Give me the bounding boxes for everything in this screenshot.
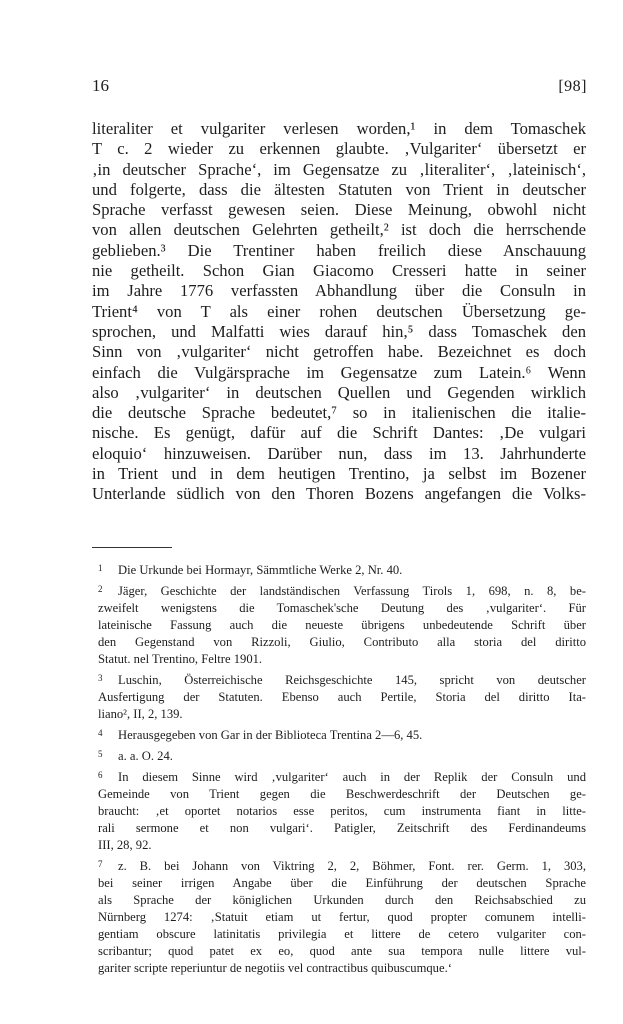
footnote-number: 3 (98, 673, 103, 683)
footnote-line: gariter scripte reperiuntur de negotiis vel contractibus quibuscumque.‘ (98, 961, 452, 975)
footnote-line: Ausfertigung der Statuten. Ebenso auch Pertile, Storia del diritto Ita- (98, 690, 586, 704)
body-line: einfach die Vulgärsprache im Gegensatze zum Latein.⁶ Wenn (92, 362, 586, 382)
body-line: geblieben.³ Die Trentiner haben freilich diese Anschauung (92, 240, 586, 260)
footnote-line: bei seiner irrigen Angabe über die Einführung der deutschen Sprache (98, 876, 586, 890)
footnote (92, 583, 586, 668)
body-line: T c. 2 wieder zu erkennen glaubte. ‚Vulgariter‘ übersetzt er (92, 139, 586, 159)
footnote (92, 769, 586, 854)
body-line: im Jahre 1776 verfassten Abhandlung über die Consuln in (92, 281, 586, 301)
footnote-line: Luschin, Österreichische Reichsgeschichte 145, spricht von deutscher (118, 673, 586, 687)
body-line: in Trient und in dem heutigen Trentino, ja selbst im Bozener (92, 464, 586, 484)
footnote (92, 748, 586, 765)
footnote-line: a. a. O. 24. (118, 749, 173, 763)
footnote-line: als Sprache der königlichen Urkunden durch den Reichsabschied zu (98, 893, 586, 907)
body-line: also ‚vulgariter‘ in deutschen Quellen und Gegenden wirklich (92, 382, 586, 402)
body-line: die deutsche Sprache bedeutet,⁷ so in italienischen die italie- (92, 403, 586, 423)
body-text (92, 119, 586, 505)
page-number: 16 (92, 76, 109, 95)
footnote-line: Gemeinde von Trient gegen die Beschwerdeschrift der Deutschen ge- (98, 787, 586, 801)
footnote (92, 858, 586, 977)
body-line: Sinn von ‚vulgariter‘ nicht getroffen habe. Bezeichnet es doch (92, 342, 586, 362)
footnote-line: den Gegenstand von Rizzoli, Giulio, Contributo alla storia del diritto (98, 635, 586, 649)
body-line: Unterlande südlich von den Thoren Bozens angefangen die Volks- (92, 484, 586, 504)
footnote-number: 4 (98, 728, 103, 738)
body-line: literaliter et vulgariter verlesen worden,¹ in dem Tomaschek (92, 119, 586, 138)
footnote-number: 2 (98, 584, 103, 594)
body-line: von allen deutschen Gelehrten getheilt,² ist doch die herrschende (92, 220, 586, 240)
body-line: eloquio‘ hinzuweisen. Darüber nun, dass im 13. Jahrhunderte (92, 443, 586, 463)
body-line: sprochen, und Malfatti wies darauf hin,⁵ dass Tomaschek den (92, 321, 586, 341)
footnote-line: z. B. bei Johann von Viktring 2, 2, Böhmer, Font. rer. Germ. 1, 303, (118, 859, 586, 873)
body-line: Trient⁴ von T als einer rohen deutschen Übersetzung ge- (92, 301, 586, 321)
footnote-line: In diesem Sinne wird ‚vulgariter‘ auch in der Replik der Consuln und (118, 770, 586, 784)
bracketed-page-number: [98] (558, 78, 587, 95)
footnote-line: Herausgegeben von Gar in der Biblioteca Trentina 2—6, 45. (118, 728, 423, 742)
footnote (92, 672, 586, 723)
body-line: ‚in deutscher Sprache‘, im Gegensatze zu ‚literaliter‘, ‚lateinisch‘, (92, 159, 586, 179)
footnote-line: liano², II, 2, 139. (98, 707, 183, 721)
body-line: Sprache verfasst gewesen seien. Diese Meinung, obwohl nicht (92, 200, 586, 220)
footnote-line: lateinische Fassung auch die neueste übrigens unbedeutende Schrift über (98, 618, 586, 632)
body-line: nie getheilt. Schon Gian Giacomo Cresseri hatte in seiner (92, 261, 586, 281)
footnote-number: 1 (98, 563, 103, 573)
footnote-number: 6 (98, 770, 103, 780)
footnote-line: III, 28, 92. (98, 838, 152, 852)
footnote-line: Nürnberg 1274: ‚Statuit etiam ut fertur, quod propter comunem intelli- (98, 910, 586, 924)
footnote-number: 7 (98, 859, 103, 869)
footnote (92, 727, 586, 744)
footnote-line: Die Urkunde bei Hormayr, Sämmtliche Werke 2, Nr. 40. (118, 563, 403, 577)
body-line: und folgerte, dass die ältesten Statuten von Trient in deutscher (92, 179, 586, 199)
footnote-line: zweifelt wenigstens die Tomaschek'sche Deutung des ‚vulgariter‘. Für (98, 601, 586, 615)
footnote-number: 5 (98, 749, 103, 759)
footnote-line: rali sermone et non vulgari‘. Patigler, Zeitschrift des Ferdinandeums (98, 821, 586, 835)
footnote-line: braucht: ‚et oportet notarios esse peritos, cum instrumenta fiant in litte- (98, 804, 586, 818)
footnote-line: Statut. nel Trentino, Feltre 1901. (98, 652, 263, 666)
footnote-line: gentiam obscure latinitatis privilegia et littere de cetero vulgariter con- (98, 927, 586, 941)
footnote (92, 562, 586, 579)
footnote-line: scribantur; quod patet ex eo, quod ante sua tempora nulle littere vul- (98, 944, 586, 958)
body-line: nische. Es genügt, dafür auf die Schrift Dantes: ‚De vulgari (92, 423, 586, 443)
footnotes (92, 562, 586, 981)
footnote-line: Jäger, Geschichte der landständischen Verfassung Tirols 1, 698, n. 8, be- (118, 584, 586, 598)
footnote-separator (92, 547, 172, 548)
